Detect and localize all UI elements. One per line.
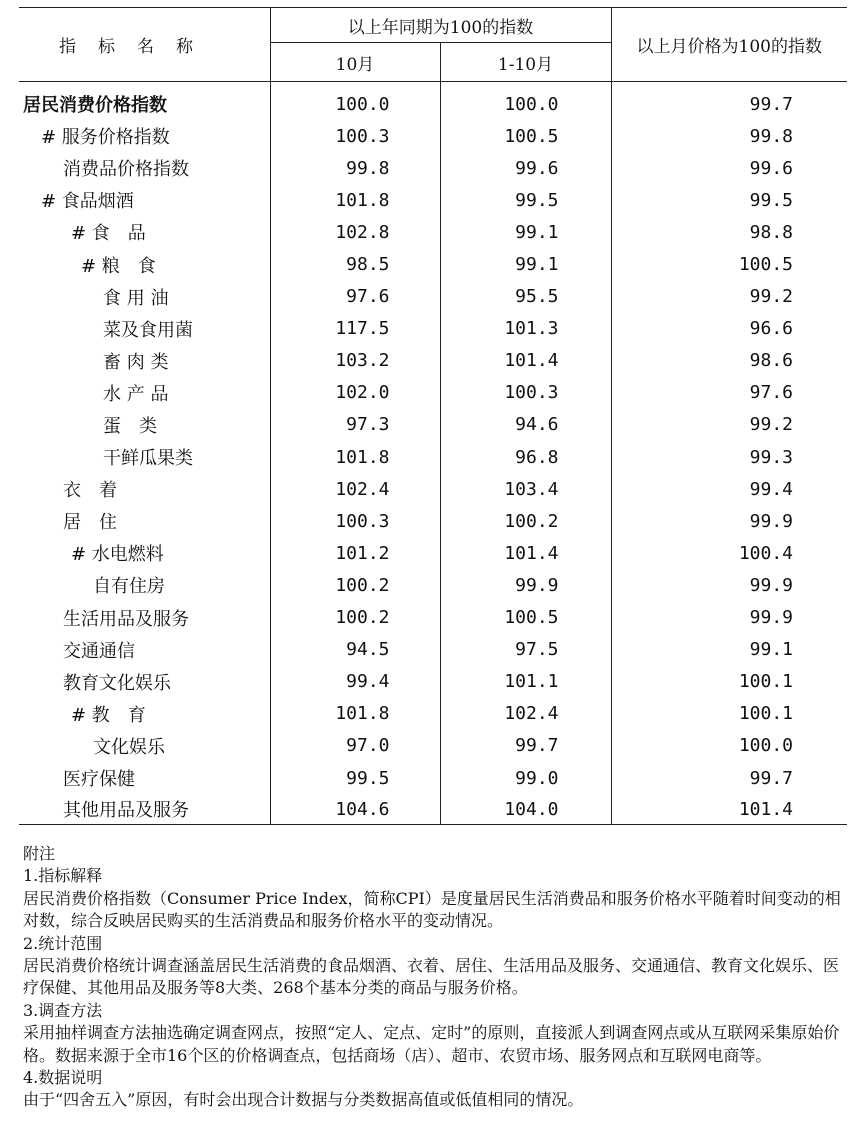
- value-mom: 99.6: [611, 152, 847, 184]
- value-ytd: 100.0: [440, 82, 611, 121]
- notes-title: 附注: [23, 844, 56, 863]
- note-1-text: 居民消费价格指数（Consumer Price Index，简称CPI）是度量居民生活消费品和服务价格水平随着时间变动的相对数，综合反映居民购买的生活消费品和服务价格水平的变动情况。: [23, 888, 841, 931]
- note-2-title: 2.统计范围: [23, 933, 103, 953]
- row-label: # 食 品: [19, 216, 270, 248]
- value-ytd: 99.1: [440, 216, 611, 248]
- table-row: [19, 120, 847, 152]
- value-mom: 99.9: [611, 569, 847, 601]
- value-mom: 100.0: [611, 730, 847, 762]
- value-yoy: 97.0: [270, 730, 440, 762]
- value-ytd: 99.9: [440, 569, 611, 601]
- value-ytd: 99.6: [440, 152, 611, 184]
- row-label: 消费品价格指数: [19, 152, 270, 184]
- value-ytd: 99.0: [440, 762, 611, 794]
- value-ytd: 104.0: [440, 794, 611, 825]
- table-row: [19, 216, 847, 248]
- row-label: 蛋 类: [19, 409, 270, 441]
- value-mom: 97.6: [611, 377, 847, 409]
- value-mom: 99.2: [611, 281, 847, 313]
- table-row: [19, 698, 847, 730]
- value-ytd: 100.5: [440, 120, 611, 152]
- value-yoy: 102.4: [270, 473, 440, 505]
- value-yoy: 101.8: [270, 698, 440, 730]
- row-label: 居 住: [19, 505, 270, 537]
- value-ytd: 97.5: [440, 634, 611, 666]
- value-yoy: 99.8: [270, 152, 440, 184]
- row-label: 居民消费价格指数: [19, 82, 270, 121]
- row-label: 生活用品及服务: [19, 602, 270, 634]
- value-yoy: 97.3: [270, 409, 440, 441]
- row-label: 自有住房: [19, 569, 270, 601]
- value-yoy: 98.5: [270, 248, 440, 280]
- table-row: [19, 248, 847, 280]
- table-row: [19, 281, 847, 313]
- value-yoy: 97.6: [270, 281, 440, 313]
- value-mom: 99.1: [611, 634, 847, 666]
- table-row: [19, 473, 847, 505]
- row-label: 交通通信: [19, 634, 270, 666]
- value-ytd: 101.4: [440, 345, 611, 377]
- table-row: [19, 441, 847, 473]
- value-mom: 99.3: [611, 441, 847, 473]
- value-yoy: 99.4: [270, 666, 440, 698]
- value-yoy: 102.0: [270, 377, 440, 409]
- note-3-title: 3.调查方法: [23, 1000, 103, 1020]
- table-header: [19, 8, 847, 82]
- value-yoy: 100.2: [270, 602, 440, 634]
- note-4-text: 由于“四舍五入”原因，有时会出现合计数据与分类数据高值或低值相同的情况。: [23, 1090, 584, 1110]
- table-body: [19, 82, 847, 825]
- table-row: [19, 569, 847, 601]
- header-indicator-name: 指标名称: [19, 8, 270, 82]
- row-label: # 食品烟酒: [19, 184, 270, 216]
- value-mom: 99.7: [611, 82, 847, 121]
- value-ytd: 99.1: [440, 248, 611, 280]
- table-row: [19, 762, 847, 794]
- note-3-text: 采用抽样调查方法抽选确定调查网点，按照“定人、定点、定时”的原则，直接派人到调查网点或从互联网采集原始价格。数据来源于全市16个区的价格调查点，包括商场（店）、超市、农贸市场、服务网点和互联网电商等。: [23, 1023, 840, 1065]
- table-row: [19, 184, 847, 216]
- value-ytd: 100.3: [440, 377, 611, 409]
- value-mom: 99.5: [611, 184, 847, 216]
- value-mom: 96.6: [611, 313, 847, 345]
- value-ytd: 96.8: [440, 441, 611, 473]
- value-yoy: 101.8: [270, 441, 440, 473]
- value-ytd: 99.5: [440, 184, 611, 216]
- table-row: [19, 537, 847, 569]
- table-row: [19, 313, 847, 345]
- value-yoy: 94.5: [270, 634, 440, 666]
- row-label: 文化娱乐: [19, 730, 270, 762]
- value-mom: 99.9: [611, 505, 847, 537]
- row-label: 菜及食用菌: [19, 313, 270, 345]
- table-row: [19, 377, 847, 409]
- header-mom: 以上月价格为100的指数: [611, 8, 847, 82]
- value-ytd: 99.7: [440, 730, 611, 762]
- header-yoy-group: 以上年同期为100的指数: [270, 8, 611, 43]
- value-ytd: 100.2: [440, 505, 611, 537]
- table-row: [19, 152, 847, 184]
- value-mom: 99.2: [611, 409, 847, 441]
- value-mom: 99.9: [611, 602, 847, 634]
- row-label: # 服务价格指数: [19, 120, 270, 152]
- note-4-title: 4.数据说明: [23, 1068, 103, 1088]
- table-row: [19, 666, 847, 698]
- value-mom: 98.8: [611, 216, 847, 248]
- value-ytd: 103.4: [440, 473, 611, 505]
- value-yoy: 103.2: [270, 345, 440, 377]
- row-label: # 粮 食: [19, 248, 270, 280]
- value-ytd: 101.3: [440, 313, 611, 345]
- row-label: 水 产 品: [19, 377, 270, 409]
- table-row: [19, 82, 847, 121]
- value-ytd: 95.5: [440, 281, 611, 313]
- table-row: [19, 409, 847, 441]
- row-label: 畜 肉 类: [19, 345, 270, 377]
- value-mom: 99.4: [611, 473, 847, 505]
- table-row: [19, 730, 847, 762]
- value-yoy: 101.2: [270, 537, 440, 569]
- table-row: [19, 634, 847, 666]
- value-yoy: 100.0: [270, 82, 440, 121]
- table-row: [19, 794, 847, 825]
- value-mom: 100.5: [611, 248, 847, 280]
- row-label: 医疗保健: [19, 762, 270, 794]
- value-ytd: 102.4: [440, 698, 611, 730]
- row-label: 衣 着: [19, 473, 270, 505]
- row-label: # 教 育: [19, 698, 270, 730]
- value-ytd: 101.4: [440, 537, 611, 569]
- value-mom: 98.6: [611, 345, 847, 377]
- value-yoy: 102.8: [270, 216, 440, 248]
- header-yoy-ytd: 1-10月: [440, 43, 611, 82]
- value-yoy: 104.6: [270, 794, 440, 825]
- row-label: 食 用 油: [19, 281, 270, 313]
- value-mom: 101.4: [611, 794, 847, 825]
- header-yoy-month: 10月: [270, 43, 440, 82]
- row-label: 其他用品及服务: [19, 794, 270, 825]
- row-label: 教育文化娱乐: [19, 666, 270, 698]
- value-mom: 99.7: [611, 762, 847, 794]
- value-mom: 100.1: [611, 666, 847, 698]
- value-mom: 99.8: [611, 120, 847, 152]
- value-yoy: 100.3: [270, 120, 440, 152]
- value-yoy: 99.5: [270, 762, 440, 794]
- table-row: [19, 345, 847, 377]
- value-ytd: 100.5: [440, 602, 611, 634]
- notes-section: [23, 843, 843, 1112]
- value-ytd: 101.1: [440, 666, 611, 698]
- note-2-text: 居民消费价格统计调查涵盖居民生活消费的食品烟酒、衣着、居住、生活用品及服务、交通通信、教育文化娱乐、医疗保健、其他用品及服务等8大类、268个基本分类的商品与服务价格。: [23, 956, 840, 998]
- value-yoy: 101.8: [270, 184, 440, 216]
- table-row: [19, 602, 847, 634]
- value-yoy: 117.5: [270, 313, 440, 345]
- row-label: 干鲜瓜果类: [19, 441, 270, 473]
- value-ytd: 94.6: [440, 409, 611, 441]
- note-1-title: 1.指标解释: [23, 866, 103, 886]
- cpi-table: [19, 7, 847, 825]
- value-yoy: 100.3: [270, 505, 440, 537]
- table-row: [19, 505, 847, 537]
- value-mom: 100.1: [611, 698, 847, 730]
- row-label: # 水电燃料: [19, 537, 270, 569]
- value-mom: 100.4: [611, 537, 847, 569]
- value-yoy: 100.2: [270, 569, 440, 601]
